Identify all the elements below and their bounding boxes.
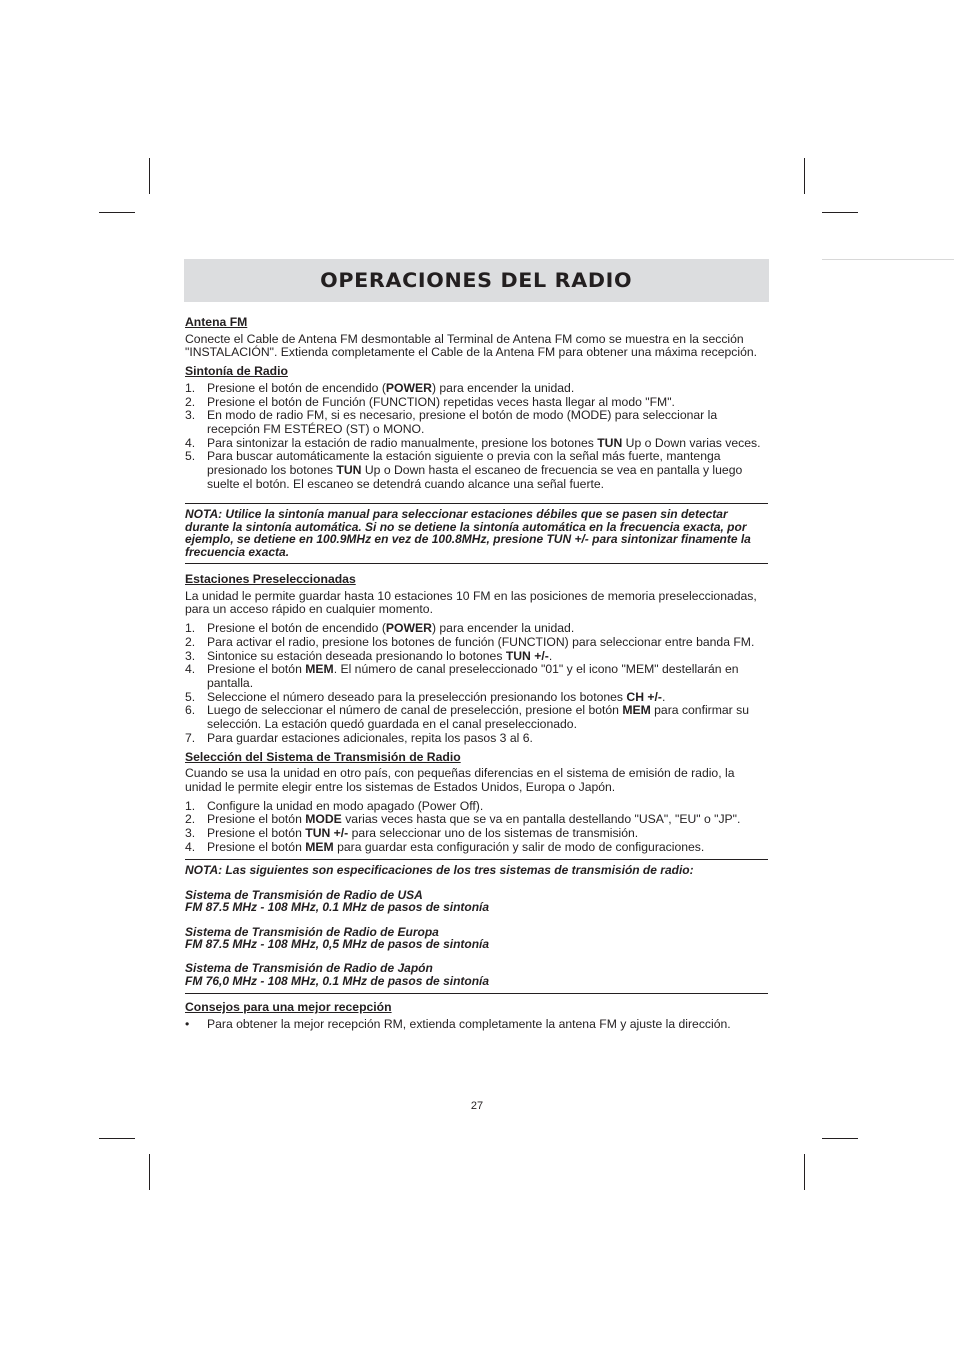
list-item [185, 813, 768, 827]
list-item [185, 663, 768, 690]
sistema-steps [185, 800, 768, 855]
step-keyword: MEM [622, 703, 651, 718]
step-text [207, 691, 768, 705]
step-number: 7. [185, 730, 196, 745]
step-text-part: . [661, 689, 666, 704]
step-text-part: Presione el botón de Función (FUNCTION) repetidas veces hasta llegar al modo "FM". [207, 394, 675, 409]
step-text-part: Presione el botón [207, 839, 306, 854]
step-text-part: . [548, 648, 553, 663]
list-item [185, 636, 768, 650]
sistema-body: Cuando se usa la unidad en otro país, con pequeñas diferencias en el sistema de emisión de radio, la unidad le permite elegir entre los sistemas de Estados Unidos, Europa o Japón. [185, 766, 735, 794]
crop-mark [149, 1154, 150, 1190]
consejos-heading: Consejos para una mejor recepción [185, 1000, 392, 1015]
step-number: 4. [185, 839, 196, 854]
step-text [207, 409, 768, 436]
step-number: 3. [185, 408, 196, 423]
page-number: 27 [470, 1100, 484, 1112]
usa-system-spec: FM 87.5 MHz - 108 MHz, 0.1 MHz de pasos de sintonía [185, 900, 490, 915]
antena-heading: Antena FM [185, 315, 248, 329]
crop-mark [99, 212, 135, 213]
step-text [207, 800, 768, 814]
step-number: 3. [185, 826, 196, 841]
preset-heading: Estaciones Preseleccionadas [185, 572, 356, 587]
step-keyword: TUN +/- [505, 648, 549, 663]
list-item [185, 800, 768, 814]
step-text [207, 813, 768, 827]
step-keyword: POWER [385, 621, 432, 636]
step-number: 4. [185, 435, 196, 450]
step-text [207, 636, 768, 650]
antena-body: Conecte el Cable de Antena FM desmontable al Terminal de Antena FM como se muestra en la sección "INSTALACIÓN". Extienda completamente el Cable de la Antena FM para obtener una máxima recepción. [185, 331, 758, 360]
step-text-part: Seleccione el número deseado para la preselección presionando los botones [207, 689, 627, 704]
crop-mark [804, 158, 805, 194]
title-bar [184, 259, 769, 302]
step-text-part: Configure la unidad en modo apagado (Power Off). [207, 798, 484, 813]
step-text-part: Para guardar estaciones adicionales, repita los pasos 3 al 6. [207, 730, 533, 745]
crop-mark [149, 158, 150, 194]
step-keyword: TUN [597, 435, 623, 450]
step-text [207, 622, 768, 636]
list-item [185, 732, 768, 746]
list-item [185, 622, 768, 636]
step-text-part: . El número de canal preseleccionado "01" y el icono "MEM" destellarán en pantalla. [207, 662, 739, 690]
list-item [185, 409, 768, 436]
jp-system-spec: FM 76,0 MHz - 108 MHz, 0.1 MHz de pasos de sintonía [185, 973, 490, 988]
step-keyword: MEM [305, 662, 334, 677]
step-number: 3. [185, 648, 196, 663]
crop-mark [822, 212, 858, 213]
step-number: 2. [185, 812, 196, 827]
step-number: 6. [185, 703, 196, 718]
list-item [185, 1018, 768, 1032]
usa-system-title: Sistema de Transmisión de Radio de USA [185, 887, 423, 902]
step-text-part: Up o Down hasta el escaneo de frecuencia se vea en pantalla y luego suelte el botón. El escaneo se detendrá cuando alcance una señal fuerte. [207, 463, 743, 491]
step-text-part: para guardar esta configuración y salir de modo de configuraciones. [333, 839, 705, 854]
consejos-text: Para obtener la mejor recepción RM, extienda completamente la antena FM y ajuste la dirección. [207, 1016, 731, 1031]
sintonia-heading: Sintonía de Radio [185, 364, 288, 379]
step-number: 5. [185, 449, 196, 464]
step-text-part: Para activar el radio, presione los botones de función (FUNCTION) para seleccionar entre banda FM. [207, 634, 755, 649]
list-item [185, 437, 768, 451]
list-item [185, 704, 768, 731]
step-text-part: para seleccionar uno de los sistemas de transmisión. [348, 826, 639, 841]
preset-steps [185, 622, 768, 745]
list-item [185, 691, 768, 705]
step-text-part: Presione el botón [207, 826, 306, 841]
step-keyword: POWER [385, 380, 432, 395]
step-text-part: Para buscar automáticamente la estación siguiente o previa con la señal más fuerte, mantenga presionado los botones [207, 449, 721, 478]
step-keyword: TUN [336, 463, 362, 478]
step-text-part: Presione el botón [207, 662, 306, 677]
step-text-part: Presione el botón de encendido ( [207, 621, 386, 636]
step-text [207, 663, 768, 690]
step-text [207, 650, 768, 664]
step-number: 1. [185, 380, 196, 395]
step-keyword: MEM [305, 839, 334, 854]
list-item [185, 396, 768, 410]
step-keyword: MODE [305, 812, 342, 827]
manual-content [185, 316, 768, 1037]
list-item [185, 827, 768, 841]
eu-system-spec: FM 87.5 MHz - 108 MHz, 0,5 MHz de pasos de sintonía [185, 937, 490, 952]
consejos-list [185, 1018, 768, 1032]
preset-body: La unidad le permite guardar hasta 10 estaciones 10 FM en las posiciones de memoria preseleccionadas, para un acceso rápido en cualquier momento. [185, 588, 757, 617]
crop-mark [99, 1138, 135, 1139]
jp-system-title: Sistema de Transmisión de Radio de Japón [185, 961, 433, 976]
step-text-part: para confirmar su selección. La estación quedó guardada en el canal preseleccionado. [207, 703, 749, 732]
note-manual-tuning: NOTA: Utilice la sintonía manual para seleccionar estaciones débiles que se pasen sin detectar durante la sintonía automática. Si no se detiene la sintonía automática en la frecuencia exacta, por ejemplo, se detiene en 100.9MHz en vez de 100.8MHz, presione TUN +/- para sintonizar finamente la frecuencia exacta. [185, 503, 768, 564]
step-text [207, 827, 768, 841]
step-text-part: Up o Down varias veces. [622, 435, 761, 450]
step-text [207, 382, 768, 396]
step-text [207, 841, 768, 855]
step-text [207, 396, 768, 410]
crop-mark [822, 1138, 858, 1139]
step-number: 4. [185, 662, 196, 677]
step-text [207, 732, 768, 746]
step-text-part: ) para encender la unidad. [431, 621, 575, 636]
step-keyword: TUN +/- [305, 826, 349, 841]
step-text [207, 437, 768, 451]
note-broadcast-systems [185, 859, 768, 994]
crop-mark [804, 1154, 805, 1190]
step-text-part: Presione el botón de encendido ( [207, 380, 386, 395]
page-title: OPERACIONES DEL RADIO [320, 269, 633, 292]
eu-system-title: Sistema de Transmisión de Radio de Europa [185, 924, 439, 939]
side-rule [822, 259, 954, 260]
step-text-part: En modo de radio FM, si es necesario, presione el botón de modo (MODE) para seleccionar la recepción FM ESTÉREO (ST) o MONO. [207, 408, 718, 436]
step-number: 2. [185, 394, 196, 409]
step-number: 1. [185, 621, 196, 636]
step-text-part: Luego de seleccionar el número de canal de preselección, presione el botón [207, 703, 623, 718]
step-text [207, 450, 768, 491]
list-item [185, 841, 768, 855]
step-text-part: Sintonice su estación deseada presionando lo botones [207, 648, 506, 663]
step-text-part: varias veces hasta que se va en pantalla destellando "USA", "EU" o "JP". [341, 812, 741, 827]
list-item [185, 382, 768, 396]
step-keyword: CH +/- [626, 689, 662, 704]
step-text-part: Presione el botón [207, 812, 306, 827]
sistema-heading: Selección del Sistema de Transmisión de Radio [185, 749, 461, 764]
bullet-glyph: • [185, 1016, 190, 1031]
list-item [185, 450, 768, 491]
step-number: 1. [185, 798, 196, 813]
step-text [207, 704, 768, 731]
step-number: 2. [185, 634, 196, 649]
step-text-part: Para sintonizar la estación de radio manualmente, presione los botones [207, 435, 598, 450]
note-intro: NOTA: Las siguientes son especificaciones de los tres sistemas de transmisión de radio: [185, 863, 694, 878]
sintonia-steps [185, 382, 768, 492]
list-item [185, 650, 768, 664]
step-text-part: ) para encender la unidad. [431, 380, 575, 395]
step-number: 5. [185, 689, 196, 704]
